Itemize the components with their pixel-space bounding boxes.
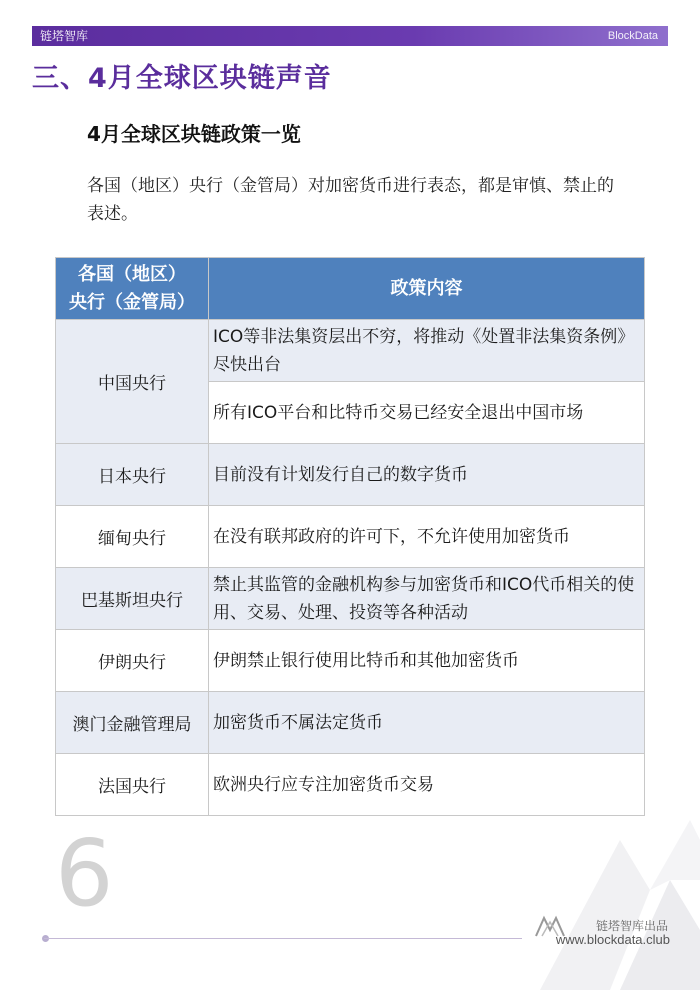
header-bar <box>32 26 668 46</box>
table-row <box>56 630 645 692</box>
country-cell: 缅甸央行 <box>56 506 209 568</box>
header-country <box>56 258 209 320</box>
header-country-line2: 央行（金管局） <box>69 291 195 313</box>
policy-cell: 加密货币不属法定货币 <box>209 692 645 754</box>
country-cell: 法国央行 <box>56 754 209 816</box>
table-header-row <box>56 258 645 320</box>
table-row <box>56 506 645 568</box>
table-row <box>56 568 645 630</box>
policy-cell: 禁止其监管的金融机构参与加密货币和ICO代币相关的使用、交易、处理、投资等各种活动 <box>209 568 645 630</box>
policy-cell: 欧洲央行应专注加密货币交易 <box>209 754 645 816</box>
header-brand-cn: 链塔智库 <box>40 29 89 43</box>
policy-cell: 伊朗禁止银行使用比特币和其他加密货币 <box>209 630 645 692</box>
country-cell: 澳门金融管理局 <box>56 692 209 754</box>
page-number: 6 <box>55 820 114 927</box>
country-cell: 日本央行 <box>56 444 209 506</box>
footer-url: www.blockdata.club <box>555 932 670 947</box>
table-row <box>56 444 645 506</box>
header-country-line1: 各国（地区） <box>78 263 186 285</box>
header-policy: 政策内容 <box>209 258 645 320</box>
sub-title: 4月全球区块链政策一览 <box>87 122 301 146</box>
footer-line <box>44 938 522 939</box>
policy-cell: 在没有联邦政府的许可下，不允许使用加密货币 <box>209 506 645 568</box>
policy-table <box>55 257 645 816</box>
decorative-m-shape <box>500 820 700 990</box>
policy-cell: 目前没有计划发行自己的数字货币 <box>209 444 645 506</box>
footer-brand: 链塔智库出品 <box>595 919 668 933</box>
policy-cell: ICO等非法集资层出不穷，将推动《处置非法集资条例》尽快出台 <box>209 320 645 382</box>
country-cell: 巴基斯坦央行 <box>56 568 209 630</box>
table-row <box>56 320 645 382</box>
country-cell: 中国央行 <box>56 320 209 444</box>
section-title: 三、4月全球区块链声音 <box>32 63 332 94</box>
header-brand-en: BlockData <box>607 30 658 42</box>
country-cell: 伊朗央行 <box>56 630 209 692</box>
policy-cell: 所有ICO平台和比特币交易已经安全退出中国市场 <box>209 382 645 444</box>
table-row <box>56 692 645 754</box>
intro-paragraph: 各国（地区）央行（金管局）对加密货币进行表态，都是审慎、禁止的表述。 <box>87 176 614 224</box>
table-row <box>56 754 645 816</box>
